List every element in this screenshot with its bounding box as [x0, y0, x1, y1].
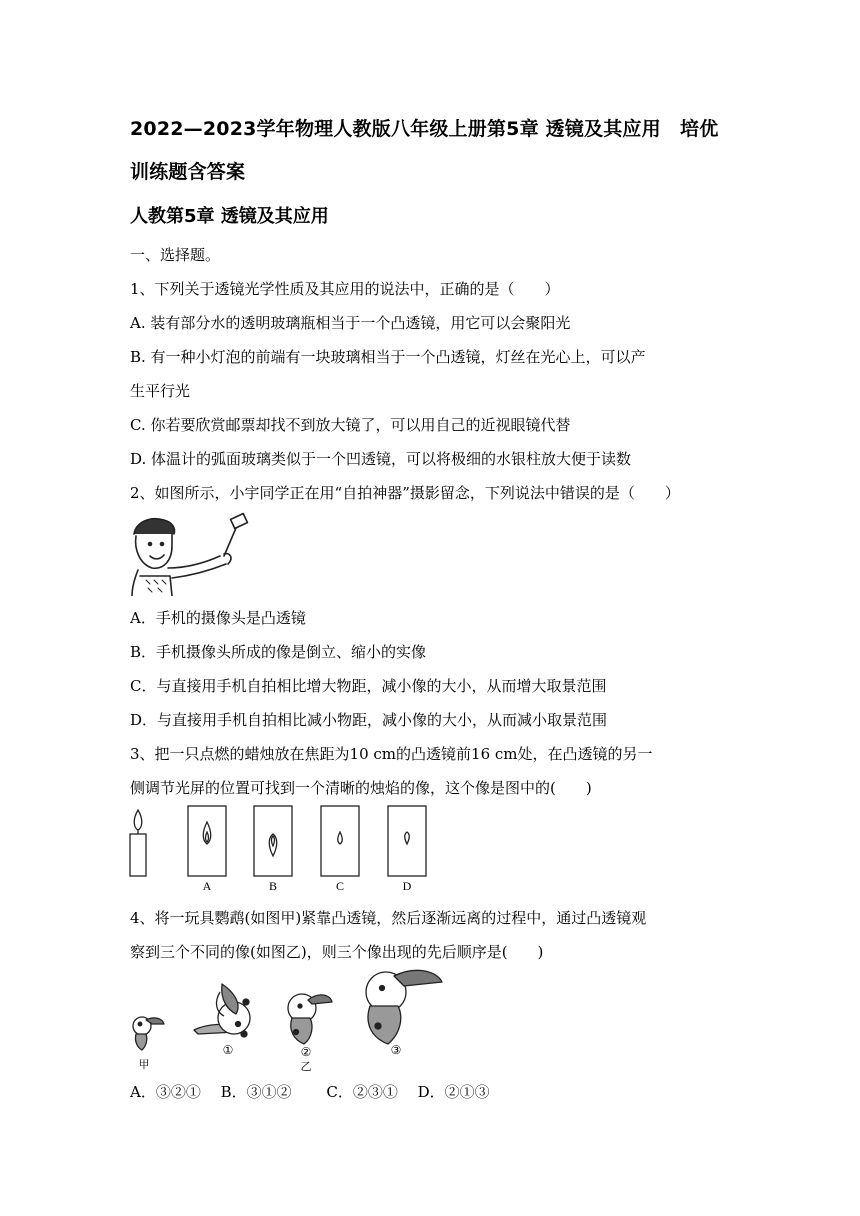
chapter-heading: 人教第5章 透镜及其应用	[130, 206, 329, 227]
option-a-box	[188, 806, 226, 876]
q1-stem: 1、下列关于透镜光学性质及其应用的说法中，正确的是（ ）	[130, 280, 560, 298]
candle-flame	[134, 810, 142, 830]
q1-option-b-line-2: 生平行光	[130, 382, 191, 400]
parrot-jia	[133, 1017, 164, 1050]
section-heading: 一、选择题。	[130, 246, 221, 264]
label-image-3: ③	[390, 1043, 402, 1057]
q2-option-a: A．手机的摄像头是凸透镜	[130, 609, 306, 627]
option-c-label: C	[335, 879, 345, 893]
candle-image-figure	[120, 800, 440, 896]
selfie-boy-illustration	[128, 512, 250, 596]
q1-option-d: D. 体温计的弧面玻璃类似于一个凹透镜，可以将极细的水银柱放大便于读数	[130, 450, 632, 468]
option-a-label: A	[202, 879, 212, 893]
q1-option-c: C. 你若要欣赏邮票却找不到放大镜了，可以用自己的近视眼镜代替	[130, 416, 571, 434]
q2-option-d: D．与直接用手机自拍相比减小物距，减小像的大小，从而减小取景范围	[130, 711, 608, 729]
q3-stem-line-1: 3、把一只点燃的蜡烛放在焦距为10 cm的凸透镜前16 cm处，在凸透镜的另一	[130, 745, 653, 763]
parrot-image-1	[194, 984, 250, 1037]
option-b-label: B	[268, 879, 278, 893]
q2-option-c: C．与直接用手机自拍相比增大物距，减小像的大小，从而增大取景范围	[130, 677, 607, 695]
label-image-1: ①	[222, 1043, 234, 1057]
parrot-image-3	[366, 970, 442, 1044]
label-image-2: ②	[300, 1045, 312, 1059]
candle-body	[130, 834, 146, 876]
option-b-box	[254, 806, 292, 876]
q1-option-b-line-1: B. 有一种小灯泡的前端有一块玻璃相当于一个凸透镜，灯丝在光心上，可以产	[130, 348, 646, 366]
option-c-box	[321, 806, 359, 876]
q4-stem-line-2: 察到三个不同的像(如图乙)，则三个像出现的先后顺序是( )	[130, 943, 544, 961]
q1-option-a: A. 装有部分水的透明玻璃瓶相当于一个凸透镜，用它可以会聚阳光	[130, 314, 571, 332]
q3-stem-line-2: 侧调节光屏的位置可找到一个清晰的烛焰的像，这个像是图中的( )	[130, 779, 592, 797]
q4-stem-line-1: 4、将一玩具鹦鹉(如图甲)紧靠凸透镜，然后逐渐远离的过程中，通过凸透镜观	[130, 909, 647, 927]
q4-options: A．③②① B．③①② C．②③① D．②①③	[130, 1083, 490, 1101]
option-d-label: D	[402, 879, 412, 893]
document-title-line-1: 2022—2023学年物理人教版八年级上册第5章 透镜及其应用 培优	[130, 118, 719, 140]
document-title-line-2: 训练题含答案	[130, 161, 246, 183]
q2-option-b: B．手机摄像头所成的像是倒立、缩小的实像	[130, 643, 427, 661]
option-d-box	[388, 806, 426, 876]
q2-stem: 2、如图所示，小宇同学正在用“自拍神器”摄影留念，下列说法中错误的是（ ）	[130, 484, 680, 502]
label-jia: 甲	[138, 1059, 150, 1071]
label-yi: 乙	[300, 1061, 312, 1073]
parrot-images-figure	[124, 962, 454, 1074]
parrot-image-2	[288, 994, 332, 1044]
